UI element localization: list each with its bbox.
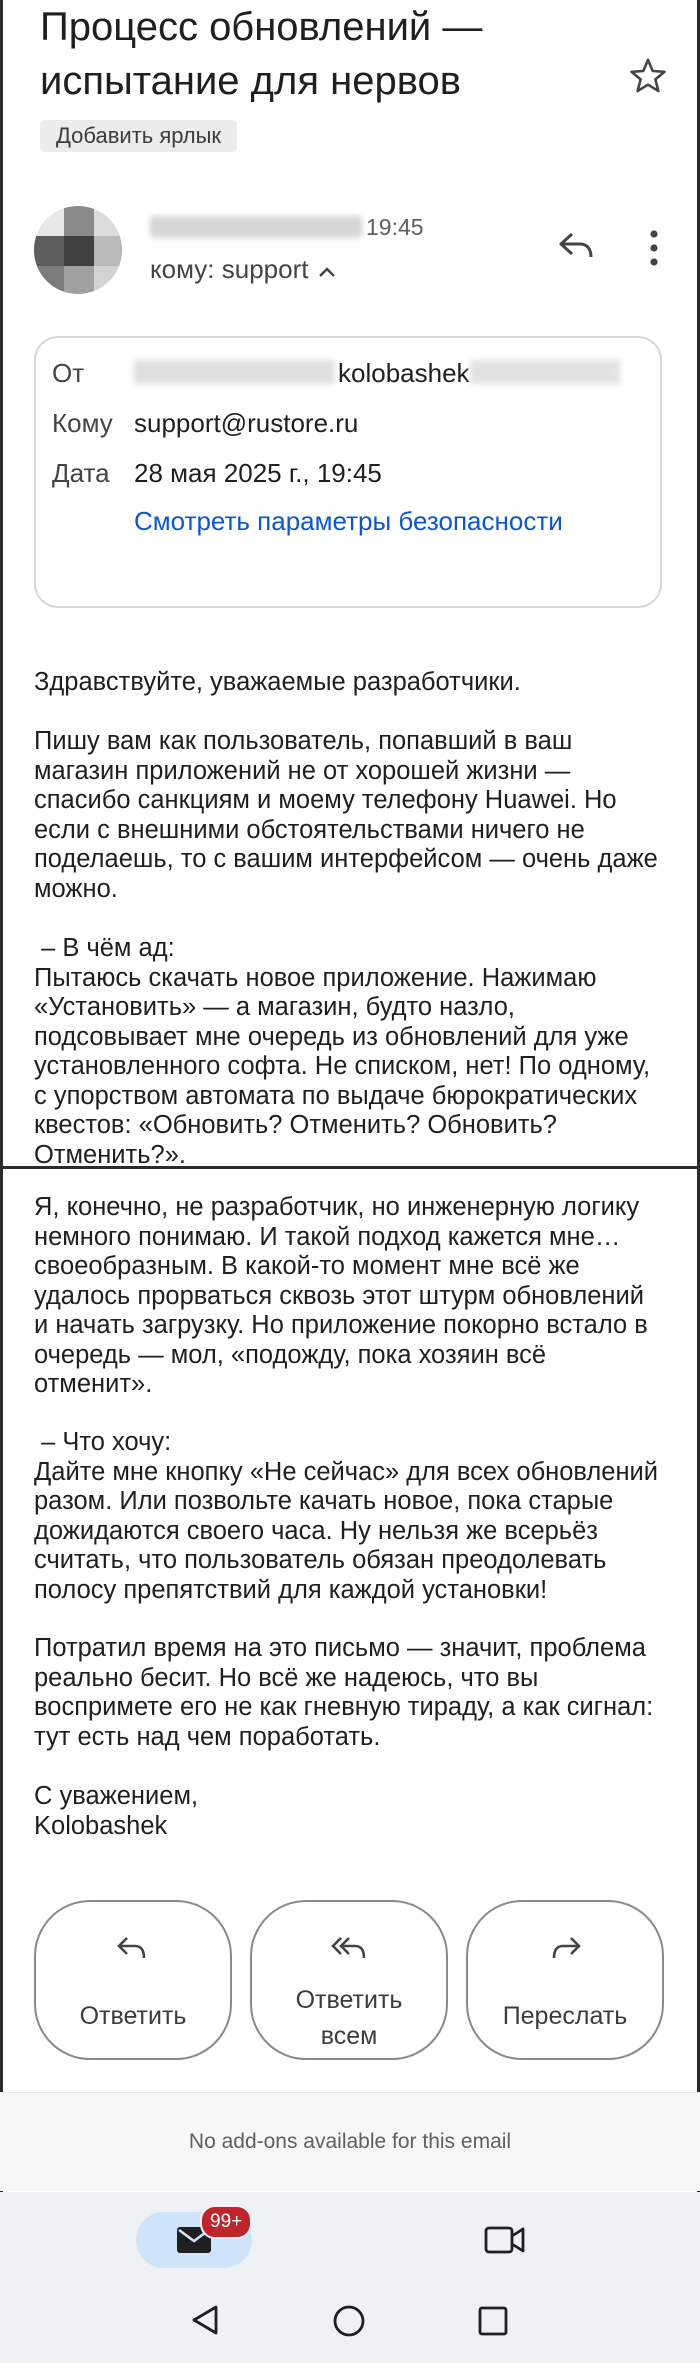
home-nav-icon[interactable] <box>332 2304 366 2338</box>
more-vert-icon[interactable] <box>640 226 668 270</box>
security-details-link[interactable]: Смотреть параметры безопасности <box>134 506 563 536</box>
body-paragraph-1: Пишу вам как пользователь, попавший в ваш магазин приложений не от хорошей жизни — спасибо санкциям и моему телефону Huawei. Но если с внешними обстоятельствами ничего не поделаешь, то с вашим интерфейсом — очень даже можно. <box>34 727 658 903</box>
recents-nav-icon[interactable] <box>478 2306 508 2336</box>
sender-name-redacted <box>150 216 362 238</box>
reply-all-icon <box>329 1934 369 1964</box>
signature: С уважением, Kolobashek <box>34 1782 199 1840</box>
forward-icon <box>547 1934 583 1964</box>
forward-label: Переслать <box>502 2002 628 2030</box>
to-label: Кому <box>52 408 113 438</box>
chevron-up-icon <box>318 254 336 285</box>
recipients-toggle[interactable] <box>150 254 336 285</box>
body-paragraph-3: Я, конечно, не разработчик, но инженерную логику немного понимаю. И такой подход кажется мне… своеобразным. В какой-то момент мне всё же удалось прорваться сквозь этот штурм обновлений и начать загрузку. Но приложение покорно встало в очередь — мол, «подожду, пока хозяин всё отменит». <box>34 1193 648 1398</box>
reply-icon[interactable] <box>556 226 596 266</box>
body-paragraph-2: – В чём ад: Пытаюсь скачать новое приложение. Нажимаю «Установить» — а магазин, будто назло, подсовывает мне очередь из обновлений для уже установленного софта. Не списком, нет! По одному, с упорством автомата по выдаче бюрократических квестов: «Обновить? Отменить? Обновить? Отменить?». <box>34 934 651 1169</box>
video-meet-icon[interactable] <box>484 2224 526 2256</box>
reply-icon <box>115 1934 151 1964</box>
frame-left <box>0 0 3 2363</box>
unread-badge: 99+ <box>200 2205 252 2239</box>
from-value: kolobashek <box>338 358 470 388</box>
reply-all-label-2: всем <box>320 2022 378 2050</box>
body-paragraph-4: – Что хочу: Дайте мне кнопку «Не сейчас» для всех обновлений разом. Или позвольте качать новое, пока старые дожидаются своего часа. Ну нельзя же всерьёз считать, что пользователь обязан преодолевать полосу препятствий для каждой установки! <box>34 1428 659 1604</box>
to-value: support@rustore.ru <box>134 408 359 438</box>
reply-all-button[interactable] <box>250 1900 448 2060</box>
star-icon[interactable] <box>628 56 668 96</box>
email-subject: Процесс обновлений — испытание для нервов <box>40 5 483 103</box>
back-nav-icon[interactable] <box>190 2304 220 2336</box>
from-domain-redacted <box>470 360 620 384</box>
forward-button[interactable] <box>466 1900 664 2060</box>
addons-message: No add-ons available for this email <box>188 2130 512 2153</box>
reply-all-label-1: Ответить <box>295 1986 403 2014</box>
email-greeting: Здравствуйте, уважаемые разработчики. <box>34 668 521 696</box>
reply-button[interactable] <box>34 1900 232 2060</box>
date-value: 28 мая 2025 г., 19:45 <box>134 458 382 488</box>
date-label: Дата <box>52 458 110 488</box>
avatar[interactable] <box>34 206 122 294</box>
email-time: 19:45 <box>366 214 424 240</box>
reply-label: Ответить <box>79 2002 187 2030</box>
body-paragraph-5: Потратил время на это письмо — значит, проблема реально бесит. Но всё же надеюсь, что вы воспримете его не как гневную тираду, а как сигнал: тут есть над чем поработать. <box>34 1634 654 1751</box>
from-address-redacted <box>134 360 334 384</box>
from-label: От <box>52 358 85 388</box>
add-label-button[interactable]: Добавить ярлык <box>40 120 237 152</box>
recipients-text: кому: support <box>150 254 309 284</box>
